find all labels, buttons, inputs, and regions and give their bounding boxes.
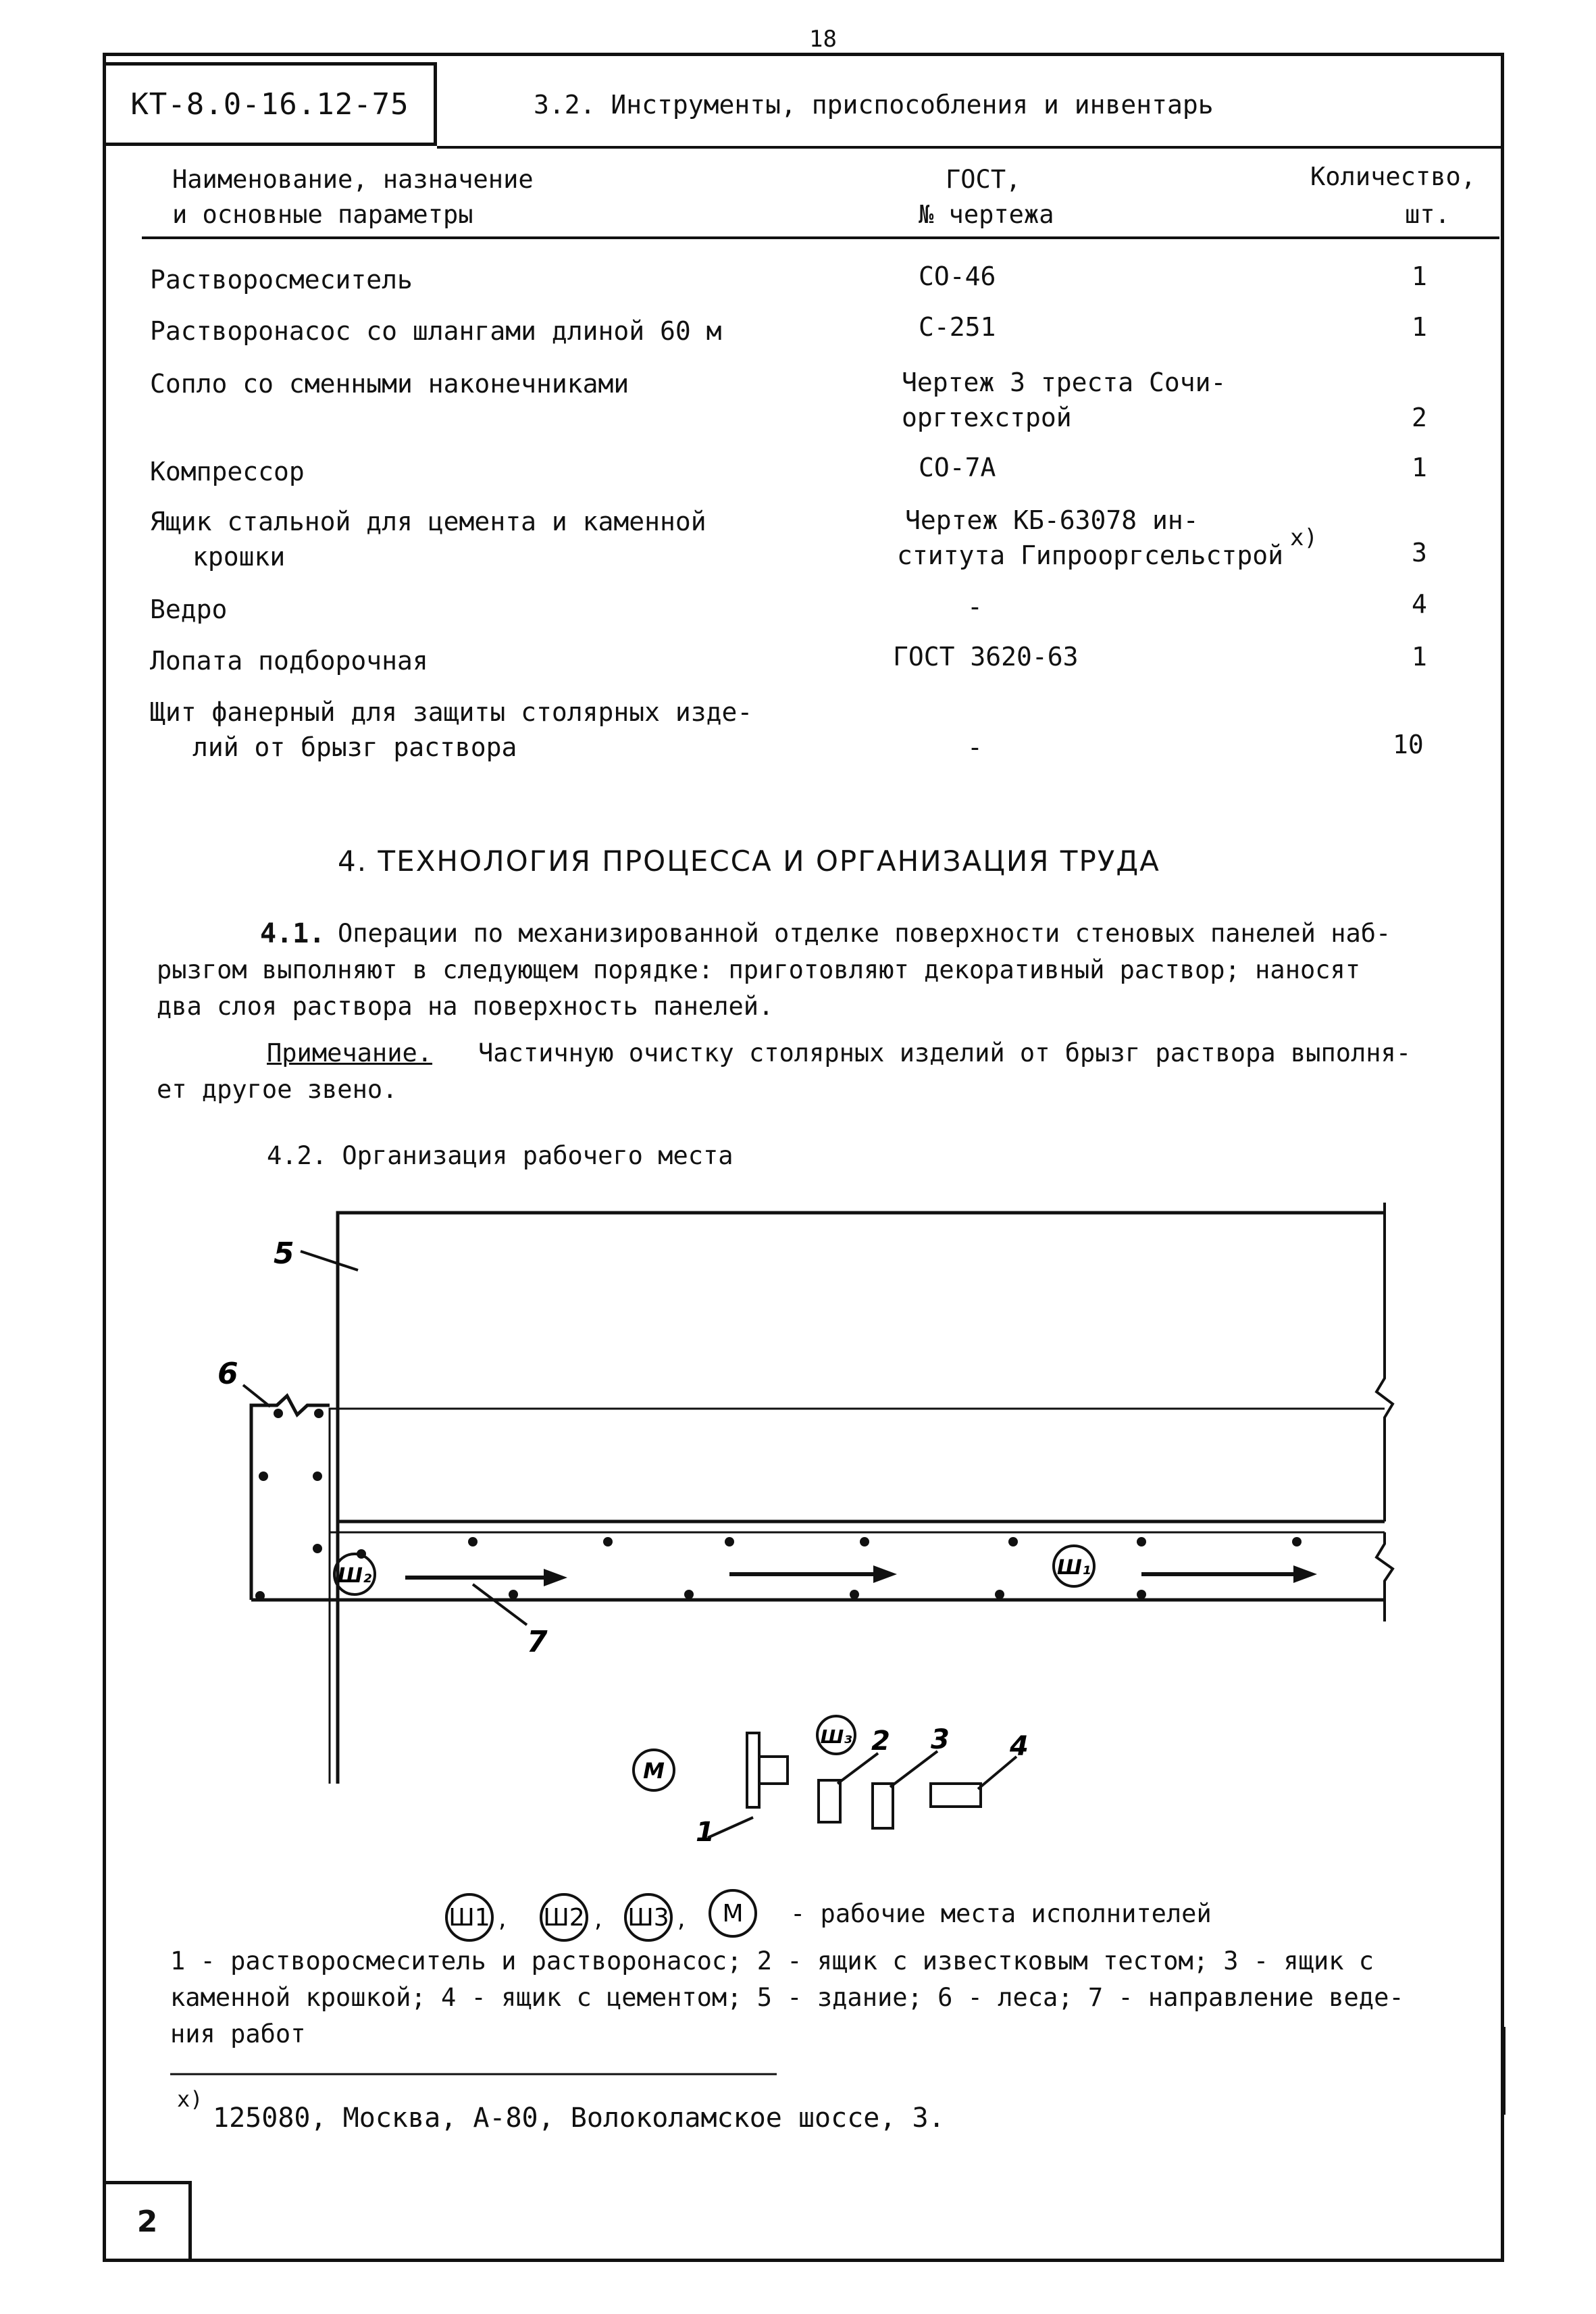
worker-w3-marker [817, 1716, 855, 1754]
para41-line2: рызгом выполняют в следующем порядке: приготовляют декоративный раствор; наносят [157, 955, 1361, 984]
row3-name: Сопло со сменными наконечниками [150, 369, 629, 399]
svg-text:,: , [498, 1905, 507, 1933]
lime-paste-box-symbol [819, 1753, 878, 1822]
label-5: 5 [274, 1236, 294, 1271]
note-line2: ет другое звено. [157, 1075, 398, 1104]
legend-line3: ния работ [170, 2019, 306, 2048]
label-1: 1 [696, 1817, 715, 1848]
label-2: 2 [871, 1726, 890, 1757]
scaffold-posts [255, 1409, 1302, 1601]
row5-name-1: Ящик стальной для цемента и каменной [150, 507, 706, 536]
row6-name: Ведро [150, 595, 228, 624]
row5-footnote-mark: x) [1290, 524, 1318, 551]
row6-gost: - [967, 592, 983, 622]
label-4: 4 [1010, 1731, 1029, 1762]
svg-text:,: , [677, 1905, 686, 1933]
page-number: 2 [103, 2181, 192, 2262]
worker-m-label: М [643, 1758, 665, 1784]
row4-name: Компрессор [150, 457, 305, 486]
document-code: КТ-8.0-16.12-75 [103, 62, 437, 146]
label-6: 6 [217, 1357, 238, 1391]
building-outline [338, 1213, 1385, 1784]
note-line1: Частичную очистку столярных изделий от брызг раствора выполня- [478, 1038, 1412, 1067]
section4-heading: 4. ТЕХНОЛОГИЯ ПРОЦЕССА И ОРГАНИЗАЦИЯ ТРУДА [338, 845, 1160, 878]
row7-name: Лопата подборочная [150, 646, 428, 676]
row8-gost: - [967, 732, 983, 762]
note-label: Примечание. [267, 1038, 433, 1067]
row4-gost: СО-7А [919, 453, 996, 482]
para42-heading: 4.2. Организация рабочего места [267, 1141, 733, 1170]
worker-w3-label: Ш₃ [820, 1726, 852, 1748]
para41-line1: Операции по механизированной отделке поверхности стеновых панелей наб- [338, 919, 1391, 948]
row7-gost: ГОСТ 3620-63 [893, 642, 1079, 672]
footnote-text: 125080, Москва, А-80, Волоколамское шоссе, 3. [213, 2103, 945, 2134]
para41-number: 4.1. [260, 918, 326, 949]
leader-5 [301, 1251, 358, 1270]
worker-w2-label: Ш₂ [337, 1564, 372, 1588]
row8-name-1: Щит фанерный для защиты столярных изде- [150, 697, 753, 727]
legend-symbol-m: М [722, 1900, 744, 1928]
row1-qty: 1 [1412, 261, 1427, 291]
row5-gost-1: Чертеж КБ-63078 ин- [905, 505, 1199, 535]
legend-symbols-caption: - рабочие места исполнителей [790, 1899, 1212, 1928]
col-header-gost-2: № чертежа [919, 200, 1054, 229]
legend-symbol-w1: Ш1 [448, 1904, 490, 1932]
row4-qty: 1 [1412, 453, 1427, 482]
row5-qty: 3 [1412, 538, 1427, 568]
row8-name-2: лий от брызг раствора [192, 732, 517, 762]
row2-qty: 1 [1412, 312, 1427, 342]
legend-line2: каменной крошкой; 4 - ящик с цементом; 5 - здание; 6 - леса; 7 - направление веде- [170, 1983, 1404, 2012]
label-3: 3 [931, 1724, 950, 1755]
row3-qty: 2 [1412, 403, 1427, 432]
col-header-qty-2: шт. [1405, 200, 1450, 229]
leader-7 [473, 1584, 527, 1625]
row2-name: Растворонасос со шлангами длиной 60 м [150, 316, 722, 346]
legend-symbol-w3: Ш3 [627, 1904, 669, 1932]
legend-line1: 1 - растворосмеситель и растворонасос; 2 - ящик с известковым тестом; 3 - ящик с [170, 1946, 1374, 1976]
leader-6 [243, 1385, 270, 1407]
row6-qty: 4 [1412, 589, 1427, 619]
row8-qty: 10 [1393, 730, 1424, 759]
top-page-mark: 18 [809, 26, 837, 53]
worker-w1-label: Ш₁ [1056, 1556, 1091, 1580]
scaffold-outline [251, 1396, 330, 1600]
para41-line3: два слоя раствора на поверхность панелей. [157, 992, 774, 1021]
svg-text:,: , [594, 1905, 602, 1933]
col-header-name-1: Наименование, назначение [172, 165, 534, 194]
label-7: 7 [527, 1625, 548, 1659]
section-title: 3.2. Инструменты, приспособления и инвентарь [534, 90, 1214, 120]
mixer-pump-symbol [708, 1733, 788, 1838]
building-right-edge [1376, 1213, 1393, 1521]
col-header-name-2: и основные параметры [172, 200, 473, 229]
row7-qty: 1 [1412, 642, 1427, 672]
row3-gost-1: Чертеж 3 треста Сочи- [902, 368, 1227, 397]
footnote-mark: x) [177, 2086, 203, 2112]
row5-name-2: крошки [192, 542, 286, 572]
scaffold-right-break [1376, 1532, 1393, 1621]
work-direction-arrows [405, 1565, 1317, 1586]
row1-name: Растворосмеситель [150, 265, 413, 295]
row2-gost: С-251 [919, 312, 996, 342]
worker-w2-marker [334, 1554, 375, 1594]
worker-w1-marker [1054, 1546, 1094, 1586]
row5-gost-2: ститута Гипрооргсельстрой [897, 540, 1283, 570]
row3-gost-2: оргтехстрой [902, 403, 1072, 432]
crushed-stone-box-symbol [873, 1751, 937, 1828]
legend-symbol-w2: Ш2 [543, 1904, 585, 1932]
row1-gost: СО-46 [919, 261, 996, 291]
cement-box-symbol [931, 1757, 1016, 1807]
col-header-gost-1: ГОСТ, [946, 165, 1021, 194]
col-header-qty-1: Количество, [1310, 162, 1476, 191]
worker-m-marker [634, 1750, 674, 1790]
